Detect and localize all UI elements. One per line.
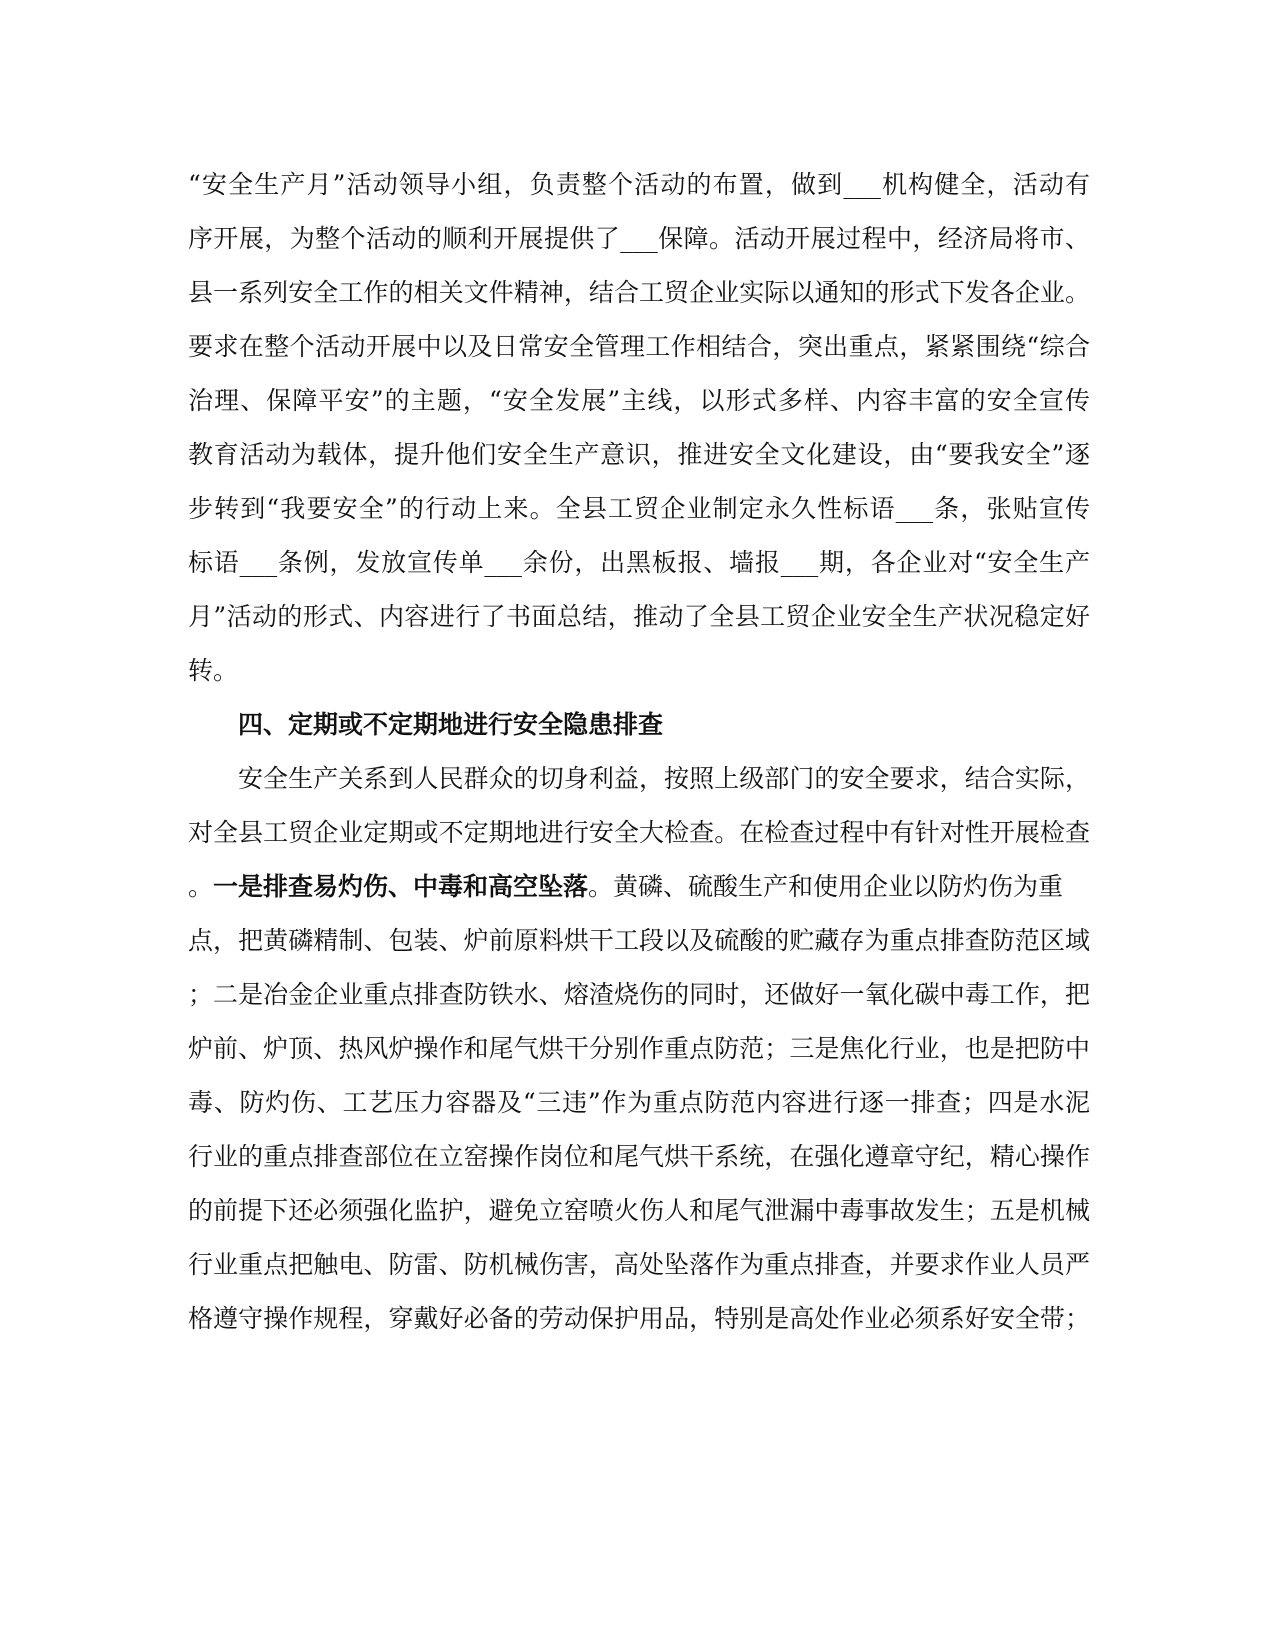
- paragraph-line: 标语___条例，发放宣传单___余份，出黑板报、墙报___期，各企业对“安全生产: [188, 548, 1090, 577]
- bold-phrase: 一是排查易灼伤、中毒和高空坠落: [213, 872, 589, 901]
- paragraph-line: 对全县工贸企业定期或不定期地进行安全大检查。在检查过程中有针对性开展检查: [188, 818, 1090, 847]
- paragraph-line: “安全生产月”活动领导小组，负责整个活动的布置，做到___机构健全，活动有: [188, 170, 1090, 199]
- paragraph-line: 要求在整个活动开展中以及日常安全管理工作相结合，突出重点，紧紧围绕“综合: [188, 332, 1090, 361]
- paragraph-line: 行业的重点排查部位在立窑操作岗位和尾气烘干系统，在强化遵章守纪，精心操作: [188, 1142, 1090, 1171]
- paragraph-line: 安全生产关系到人民群众的切身利益，按照上级部门的安全要求，结合实际，: [238, 764, 1090, 793]
- paragraph-line: 炉前、炉顶、热风炉操作和尾气烘干分别作重点防范；三是焦化行业，也是把防中: [188, 1034, 1090, 1063]
- paragraph-line: 点，把黄磷精制、包装、炉前原料烘干工段以及硫酸的贮藏存为重点排查防范区域: [188, 926, 1090, 955]
- paragraph-line-mixed: [188, 867, 1090, 907]
- line-prefix: 。: [188, 872, 214, 901]
- paragraph-line: ；二是冶金企业重点排查防铁水、熔渣烧伤的同时，还做好一氧化碳中毒工作，把: [188, 980, 1090, 1009]
- paragraph-line: 序开展，为整个活动的顺利开展提供了___保障。活动开展过程中，经济局将市、: [188, 224, 1090, 253]
- paragraph-line: 转。: [188, 656, 239, 685]
- paragraph-line: 行业重点把触电、防雷、防机械伤害，高处坠落作为重点排查，并要求作业人员严: [188, 1250, 1090, 1279]
- section-heading: 四、定期或不定期地进行安全隐患排查: [238, 710, 664, 739]
- paragraph-line: 治理、保障平安”的主题，“安全发展”主线，以形式多样、内容丰富的安全宣传: [188, 386, 1090, 415]
- paragraph-line: 县一系列安全工作的相关文件精神，结合工贸企业实际以通知的形式下发各企业。: [188, 278, 1090, 307]
- paragraph-line: 月”活动的形式、内容进行了书面总结，推动了全县工贸企业安全生产状况稳定好: [188, 602, 1090, 631]
- paragraph-line: 教育活动为载体，提升他们安全生产意识，推进安全文化建设，由“要我安全”逐: [188, 440, 1090, 469]
- paragraph-line: 格遵守操作规程，穿戴好必备的劳动保护用品，特别是高处作业必须系好安全带；: [188, 1304, 1090, 1333]
- paragraph-line: 步转到“我要安全”的行动上来。全县工贸企业制定永久性标语___条，张贴宣传: [188, 494, 1090, 523]
- line-rest: 。黄磷、硫酸生产和使用企业以防灼伤为重: [588, 872, 1064, 901]
- paragraph-line: 的前提下还必须强化监护，避免立窑喷火伤人和尾气泄漏中毒事故发生；五是机械: [188, 1196, 1090, 1225]
- paragraph-line: 毒、防灼伤、工艺压力容器及“三违”作为重点防范内容进行逐一排查；四是水泥: [188, 1088, 1090, 1117]
